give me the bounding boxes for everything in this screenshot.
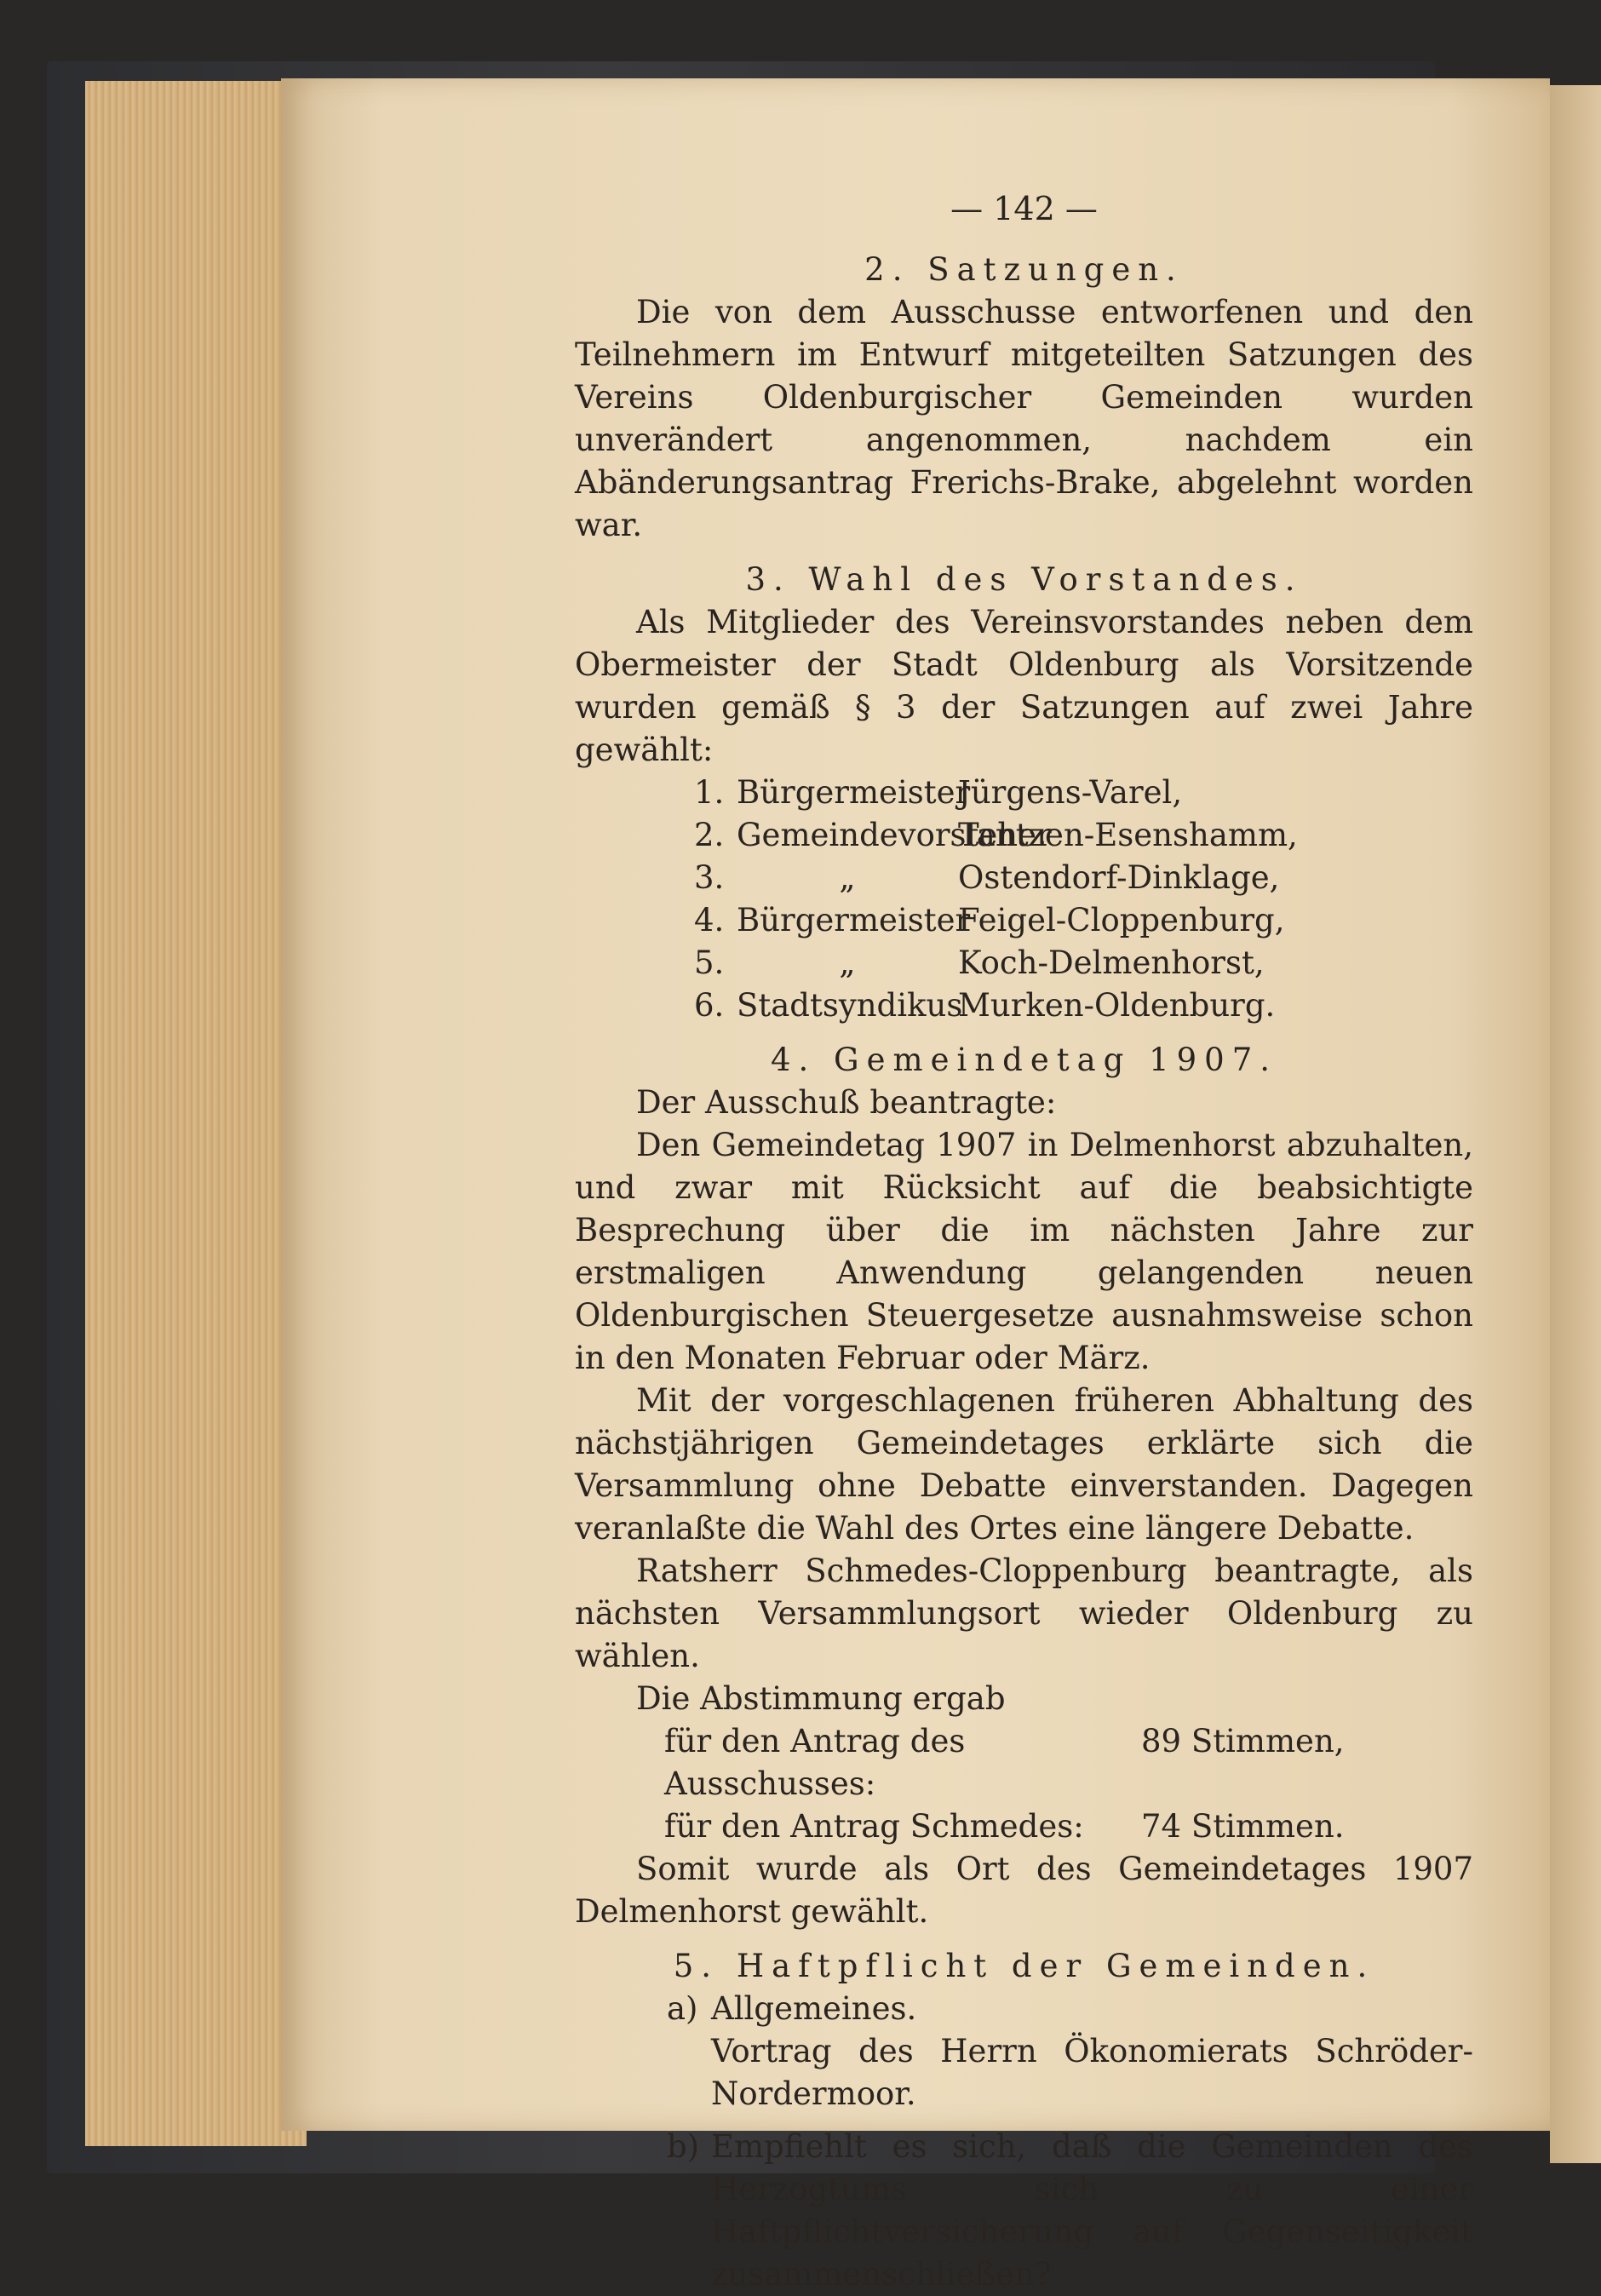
board-member-list [575, 772, 1473, 1027]
section-4-intro: Der Ausschuß beantragte: [636, 1084, 1057, 1121]
item-a-title: Allgemeines. [711, 1990, 917, 2027]
item-b: b) Empfiehlt es sich, daß die Gemeinden des Herzogtums sich zu einer Haftpflichtversicherung auf Gegenseitigkeit zusammenschließen? [667, 2126, 1473, 2296]
section-5-heading: 5. Haftpflicht der Gemeinden. [673, 1948, 1375, 1984]
list-item: 6. Stadtsyndikus Murken-Oldenburg. [694, 987, 1276, 1024]
page-edges [85, 81, 307, 2146]
vote-row: für den Antrag Schmedes: 74 Stimmen. [664, 1808, 1345, 1845]
list-item: 3. „ Ostendorf-Dinklage, [694, 859, 1280, 896]
list-item: 1. Bürgermeister Jürgens-Varel, [694, 774, 1183, 811]
section-4-paragraph-1: Mit der vorgeschlagenen früheren Abhaltung des nächstjährigen Gemeindetages erklärte sich die Versammlung ohne Debatte einverstanden. Dagegen veranlaßte die Wahl des Ortes eine längere Debatte. [575, 1382, 1473, 1547]
vote-intro: Die Abstimmung ergab [636, 1680, 1006, 1717]
list-item: 5. „ Koch-Delmenhorst, [694, 944, 1265, 981]
facing-page-edge [1550, 85, 1601, 2163]
section-4-heading: 4. Gemeindetag 1907. [770, 1042, 1278, 1078]
item-a: a) Allgemeines. Vortrag des Herrn Ökonomierats Schröder-Nordermoor. [667, 1988, 1473, 2115]
page-number: — 142 — [950, 190, 1098, 227]
section-2-body: Die von dem Ausschusse entworfenen und den Teilnehmern im Entwurf mitgeteilten Satzungen des Vereins Oldenburgischer Gemeinden wurden unverändert angenommen, nachdem ein Abänderungsantrag Frerichs-Brake, abgelehnt worden war. [575, 294, 1473, 543]
section-4-conclusion: Somit wurde als Ort des Gemeindetages 1907 Delmenhorst gewählt. [575, 1851, 1473, 1930]
list-item: 2. Gemeindevorsteher Tantzen-Esenshamm, [694, 817, 1298, 853]
vote-results [575, 1720, 1473, 1848]
section-3-body: Als Mitglieder des Vereinsvorstandes neben dem Obermeister der Stadt Oldenburg als Vorsitzende wurden gemäß § 3 der Satzungen auf zwei Jahre gewählt: [575, 604, 1473, 768]
item-b-text: Empfiehlt es sich, daß die Gemeinden des Herzogtums sich zu einer Haftpflichtversicherung auf Gegenseitigkeit zusammenschließen? [711, 2128, 1473, 2293]
section-4-paragraph-2: Ratsherr Schmedes-Cloppenburg beantragte, als nächsten Versammlungsort wieder Oldenburg zu wählen. [575, 1553, 1473, 1674]
section-3-heading: 3. Wahl des Vorstandes. [745, 561, 1303, 598]
item-a-text: Vortrag des Herrn Ökonomierats Schröder-Nordermoor. [711, 2033, 1473, 2112]
vote-row: für den Antrag des Ausschusses: 89 Stimmen, [664, 1723, 1345, 1802]
section-4-proposal: Den Gemeindetag 1907 in Delmenhorst abzuhalten, und zwar mit Rücksicht auf die beabsichtigte Besprechung über die im nächsten Jahre zur erstmaligen Anwendung gelangenden neuen Oldenburgischen Steuergesetze ausnahmsweise schon in den Monaten Februar oder März. [575, 1127, 1473, 1376]
list-item: 4. Bürgermeister Feigel-Cloppenburg, [694, 902, 1285, 938]
page-text [575, 187, 1473, 2296]
section-2-heading: 2. Satzungen. [864, 251, 1184, 288]
